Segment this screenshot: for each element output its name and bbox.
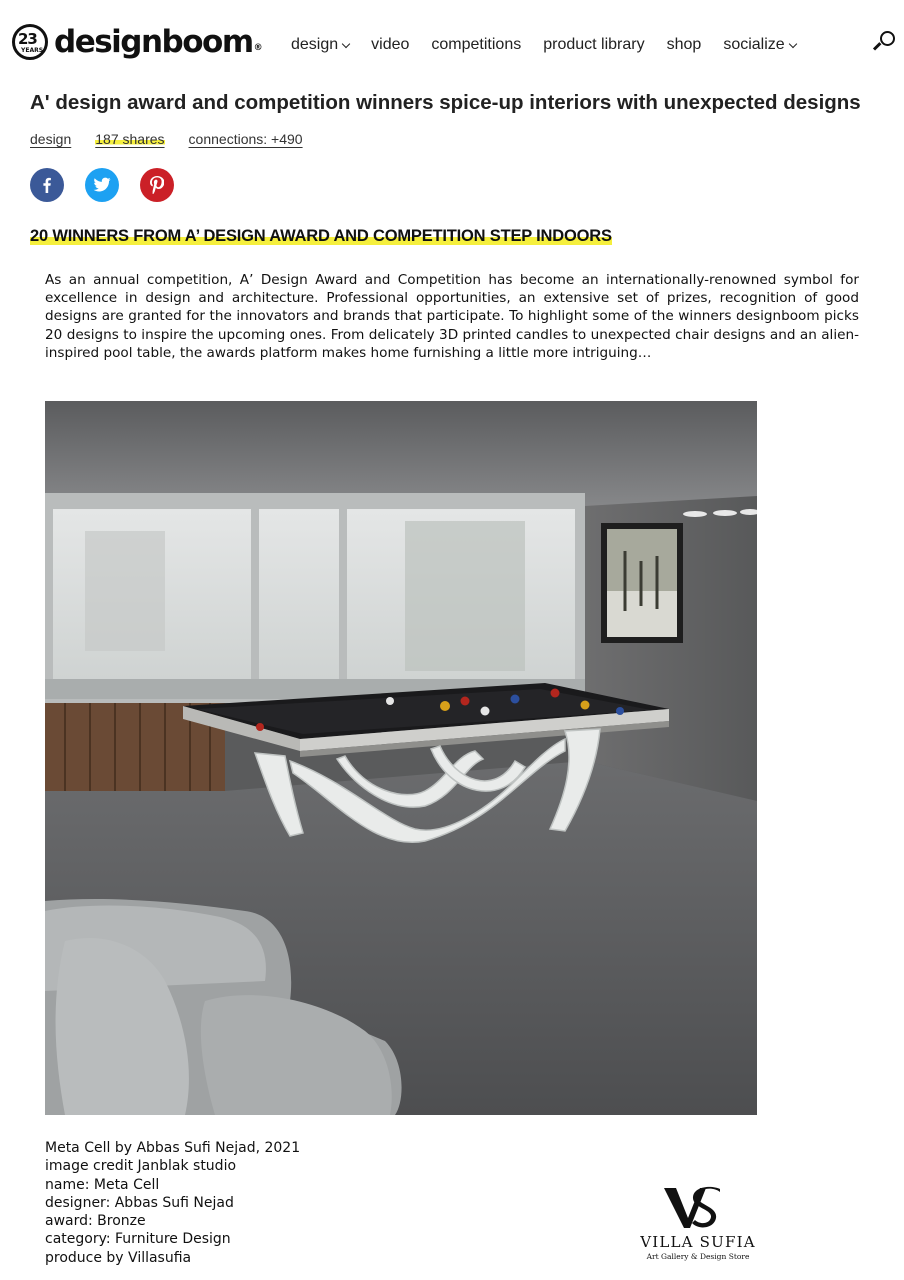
article-subheading: 20 WINNERS FROM A’ DESIGN AWARD AND COMPETITION STEP INDOORS: [30, 227, 612, 245]
caption-title: Meta Cell by Abbas Sufi Nejad, 2021: [45, 1140, 301, 1156]
article-photo-pool-table: [45, 401, 757, 1115]
nav-item-label: product library: [543, 36, 645, 53]
brand-tagline: Art Gallery & Design Store: [646, 1252, 750, 1261]
pool-table-room-illustration: [45, 401, 757, 1115]
article-title: A' design award and competition winners spice-up interiors with unexpected designs: [30, 91, 861, 114]
logo-text: designboom: [54, 24, 253, 60]
nav-item-shop[interactable]: [667, 36, 702, 54]
twitter-share-button[interactable]: [85, 168, 119, 202]
pinterest-share-button[interactable]: [140, 168, 174, 202]
main-nav: [291, 36, 818, 54]
facebook-share-button[interactable]: [30, 168, 64, 202]
article-intro: As an annual competition, A’ Design Award and Competition has become an internationally-renowned symbol for excellence in design and architecture. Professional opportunities, an extensive set of prizes, recognition of good designs are granted for the innovators and brands that participate. To highlight some of the winners designboom picks 20 designs to inspire the upcoming ones. From delicately 3D printed candles to unexpected chair designs and an alien-inspired pool table, the awards platform makes home furnishing a little more intriguing…: [45, 272, 859, 361]
caption-producer: produce by Villasufia: [45, 1249, 192, 1266]
brand-name: VILLA SUFIA: [640, 1233, 756, 1251]
social-share-bar: [30, 168, 195, 202]
category-link[interactable]: design: [30, 131, 72, 147]
caption-credit: image credit Janblak studio: [45, 1158, 237, 1175]
badge-number: 23: [18, 30, 37, 48]
site-header: [0, 0, 904, 86]
chevron-down-icon: [342, 40, 350, 48]
badge-label: YEARS: [21, 47, 44, 54]
shares-link[interactable]: 187 shares: [95, 131, 165, 147]
connections-link[interactable]: connections: +490: [188, 131, 303, 147]
designboom-logo[interactable]: [12, 24, 261, 60]
nav-item-label: socialize: [723, 36, 785, 53]
logo-wordmark: [54, 24, 261, 60]
nav-item-label: video: [371, 36, 410, 53]
caption-award: award: Bronze: [45, 1213, 146, 1230]
article-meta: [30, 131, 327, 147]
nav-item-label: shop: [666, 36, 702, 53]
villa-sufia-logo: [628, 1186, 768, 1266]
nav-item-competitions[interactable]: [431, 36, 521, 54]
registered-mark: ®: [253, 43, 262, 53]
chevron-down-icon: [788, 40, 796, 48]
caption-designer: designer: Abbas Sufi Nejad: [45, 1194, 234, 1211]
nav-item-video[interactable]: [371, 36, 409, 54]
nav-item-label: competitions: [431, 36, 522, 53]
nav-item-socialize[interactable]: [723, 36, 795, 54]
anniversary-badge: [12, 24, 48, 60]
caption-category: category: Furniture Design: [45, 1231, 231, 1248]
facebook-icon: [39, 177, 55, 193]
photo-caption: [45, 1139, 300, 1267]
villa-sufia-monogram-icon: [662, 1186, 722, 1230]
nav-item-product-library[interactable]: [543, 36, 644, 54]
pinterest-icon: [150, 176, 164, 194]
nav-item-label: design: [291, 36, 339, 53]
twitter-icon: [93, 177, 111, 193]
caption-name: name: Meta Cell: [45, 1176, 160, 1193]
nav-item-design[interactable]: [291, 36, 349, 54]
search-icon[interactable]: [873, 31, 895, 53]
